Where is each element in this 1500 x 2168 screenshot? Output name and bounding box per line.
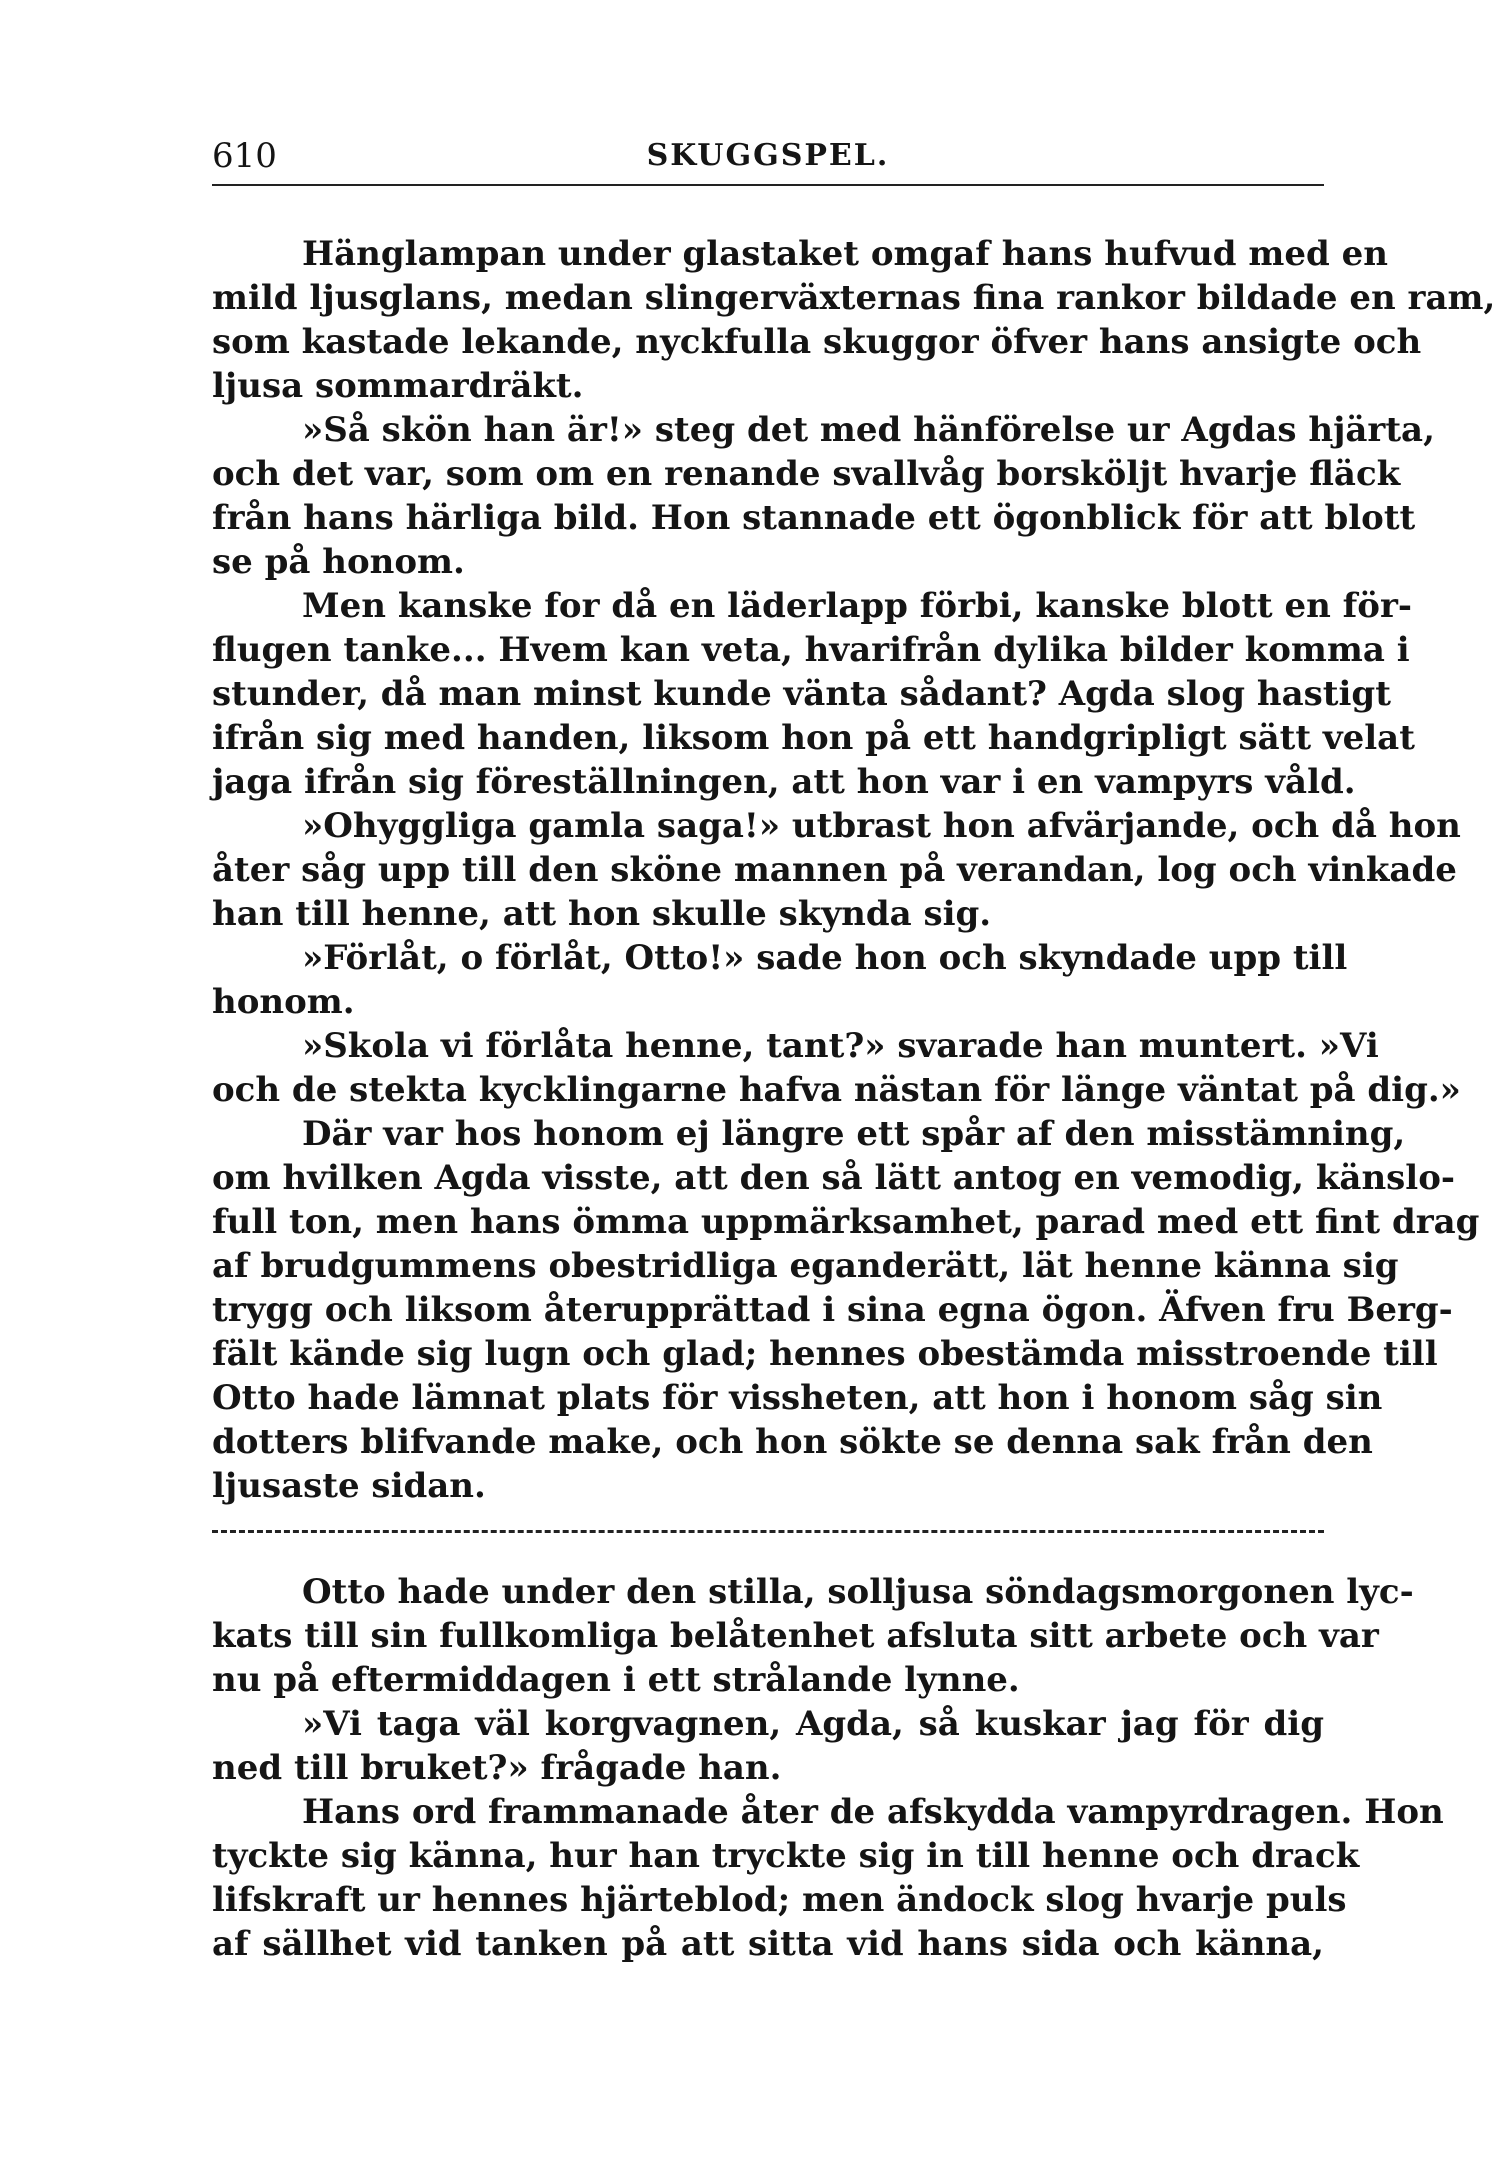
text-line: om hvilken Agda visste, att den så lätt antog en vemodig, känslo- <box>212 1158 1456 1198</box>
text-line: jaga ifrån sig föreställningen, att hon var i en vampyrs våld. <box>212 762 1356 802</box>
dashed-rule <box>212 1530 1324 1533</box>
text-line: se på honom. <box>212 542 465 582</box>
text-line: ned till bruket?» frågade han. <box>212 1748 782 1788</box>
text-line: »Skola vi förlåta henne, tant?» svarade han muntert. »Vi <box>302 1026 1379 1066</box>
text-line: »Vi taga väl korgvagnen, Agda, så kuskar jag för dig <box>302 1704 1324 1744</box>
text-line: från hans härliga bild. Hon stannade ett ögonblick för att blott <box>212 498 1416 538</box>
running-title: SKUGGSPEL. <box>646 138 890 173</box>
text-line: honom. <box>212 982 355 1022</box>
text-line: stunder, då man minst kunde vänta sådant? Agda slog hastigt <box>212 674 1391 714</box>
text-section-2 <box>212 1570 1444 1966</box>
text-line: af brudgummens obestridliga eganderätt, lät henne känna sig <box>212 1246 1399 1286</box>
text-line: Otto hade lämnat plats för vissheten, att hon i honom såg sin <box>212 1378 1383 1418</box>
text-line: »Förlåt, o förlåt, Otto!» sade hon och skyndade upp till <box>302 938 1348 978</box>
header-rule <box>212 184 1324 186</box>
page-number: 610 <box>212 136 277 176</box>
text-line: Otto hade under den stilla, solljusa söndagsmorgonen lyc- <box>302 1572 1414 1612</box>
text-line: »Så skön han är!» steg det med hänförelse ur Agdas hjärta, <box>302 410 1435 450</box>
text-line: flugen tanke... Hvem kan veta, hvarifrån dylika bilder komma i <box>212 630 1410 670</box>
text-line: och det var, som om en renande svallvåg borsköljt hvarje fläck <box>212 454 1401 494</box>
text-line: mild ljusglans, medan slingerväxternas fina rankor bildade en ram, <box>212 278 1496 318</box>
text-line: nu på eftermiddagen i ett strålande lynne. <box>212 1660 1020 1700</box>
text-line: af sällhet vid tanken på att sitta vid hans sida och känna, <box>212 1924 1324 1964</box>
text-line: dotters blifvande make, och hon sökte se denna sak från den <box>212 1422 1373 1462</box>
text-line: han till henne, att hon skulle skynda sig. <box>212 894 992 934</box>
text-line: åter såg upp till den sköne mannen på verandan, log och vinkade <box>212 850 1457 890</box>
text-line: full ton, men hans ömma uppmärksamhet, parad med ett fint drag <box>212 1202 1480 1242</box>
text-line: ljusaste sidan. <box>212 1466 486 1506</box>
text-line: »Ohyggliga gamla saga!» utbrast hon afvärjande, och då hon <box>302 806 1461 846</box>
text-line: Hans ord frammanade åter de afskydda vampyrdragen. Hon <box>302 1792 1444 1832</box>
text-line: och de stekta kycklingarne hafva nästan för länge väntat på dig.» <box>212 1070 1461 1110</box>
text-line: fält kände sig lugn och glad; hennes obestämda misstroende till <box>212 1334 1438 1374</box>
text-line: trygg och liksom återupprättad i sina egna ögon. Äfven fru Berg- <box>212 1290 1453 1330</box>
text-line: tyckte sig känna, hur han tryckte sig in till henne och drack <box>212 1836 1360 1876</box>
text-line: Men kanske for då en läderlapp förbi, kanske blott en för- <box>302 586 1412 626</box>
text-section-1 <box>212 232 1496 1508</box>
text-line: kats till sin fullkomliga belåtenhet afsluta sitt arbete och var <box>212 1616 1379 1656</box>
text-line: Där var hos honom ej längre ett spår af den misstämning, <box>302 1114 1406 1154</box>
text-line: som kastade lekande, nyckfulla skuggor öfver hans ansigte och <box>212 322 1422 362</box>
page-header <box>212 134 1324 178</box>
text-line: Hänglampan under glastaket omgaf hans hufvud med en <box>302 234 1388 274</box>
text-line: ifrån sig med handen, liksom hon på ett handgripligt sätt velat <box>212 718 1415 758</box>
body-text <box>212 232 1496 1966</box>
text-line: lifskraft ur hennes hjärteblod; men ändock slog hvarje puls <box>212 1880 1347 1920</box>
text-line: ljusa sommardräkt. <box>212 366 584 406</box>
section-separator <box>212 1508 1324 1570</box>
